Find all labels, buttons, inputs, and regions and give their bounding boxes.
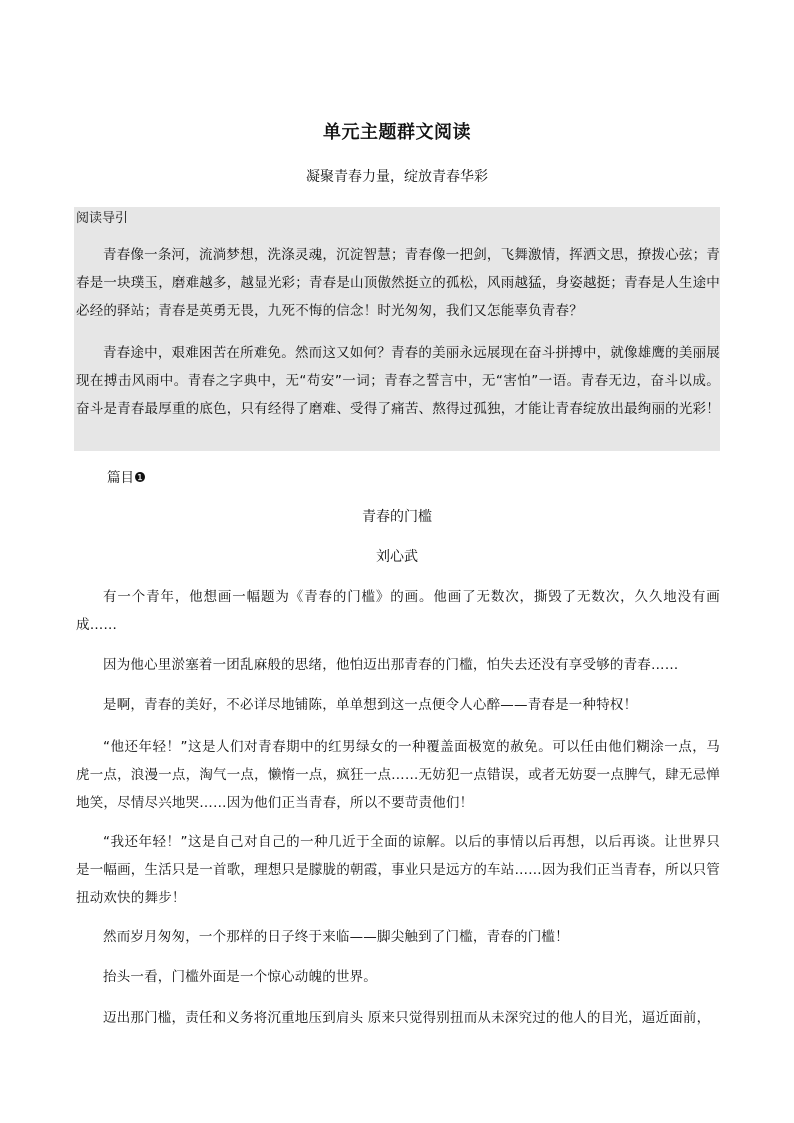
reading-guide-label: 阅读导引 [76, 211, 129, 226]
article-author: 刘心武 [376, 549, 418, 565]
article-paragraph: “他还年轻！”这是人们对青春期中的红男绿女的一种覆盖面极宽的赦免。可以任由他们糊涂一点，马虎一点，浪漫一点，淘气一点，懒惰一点，疯狂一点……无妨犯一点错误，或者无妨耍一点脾气，肆无忌惮地笑，尽情尽兴地哭……因为他们正当青春，所以不要苛责他们！ [76, 739, 720, 811]
section-label: 篇目❶ [107, 470, 147, 486]
article-paragraph: 因为他心里淤塞着一团乱麻般的思绪，他怕迈出那青春的门槛，怕失去还没有享受够的青春…… [103, 657, 679, 673]
article-title: 青春的门槛 [362, 509, 432, 525]
guide-paragraph: 青春途中，艰难困苦在所难免。然而这又如何？青春的美丽永远展现在奋斗拼搏中，就像雄鹰的美丽展现在搏击风雨中。青春之字典中，无“苟安”一词；青春之誓言中，无“害怕”一语。青春无边，奋斗以成。奋斗是青春最厚重的底色，只有经得了磨难、受得了痛苦、熬得过孤独，才能让青春绽放出最绚丽的光彩！ [76, 345, 720, 417]
guide-paragraph: 青春像一条河，流淌梦想，洗涤灵魂，沉淀智慧；青春像一把剑，飞舞激情，挥洒文思，撩拨心弦；青春是一块璞玉，磨难越多，越显光彩；青春是山顶傲然挺立的孤松，风雨越猛，身姿越挺；青春是人生途中必经的驿站；青春是英勇无畏，九死不悔的信念！时光匆匆，我们又怎能辜负青春？ [76, 247, 720, 319]
article-paragraph: 抬头一看，门槛外面是一个惊心动魄的世界。 [103, 969, 377, 985]
article-paragraph: 有一个青年，他想画一幅题为《青春的门槛》的画。他画了无数次，撕毁了无数次，久久地没有画成…… [76, 589, 720, 633]
page-title: 单元主题群文阅读 [323, 122, 471, 143]
article-paragraph: “我还年轻！”这是自己对自己的一种几近于全面的谅解。以后的事情以后再想，以后再谈。让世界只是一幅画，生活只是一首歌，理想只是朦胧的朝霞，事业只是远方的车站……因为我们正当青春，所以只管扭动欢快的舞步！ [76, 834, 720, 906]
article-paragraph: 是啊，青春的美好，不必详尽地铺陈，单单想到这一点便令人心醉——青春是一种特权！ [103, 697, 638, 713]
page-subtitle: 凝聚青春力量，绽放青春华彩 [306, 169, 488, 185]
article-paragraph: 迈出那门槛，责任和义务将沉重地压到肩头 原来只觉得别扭而从未深究过的他人的目光，逼近面前， [103, 1010, 711, 1026]
article-paragraph: 然而岁月匆匆，一个那样的日子终于来临——脚尖触到了门槛，青春的门槛！ [103, 929, 569, 945]
